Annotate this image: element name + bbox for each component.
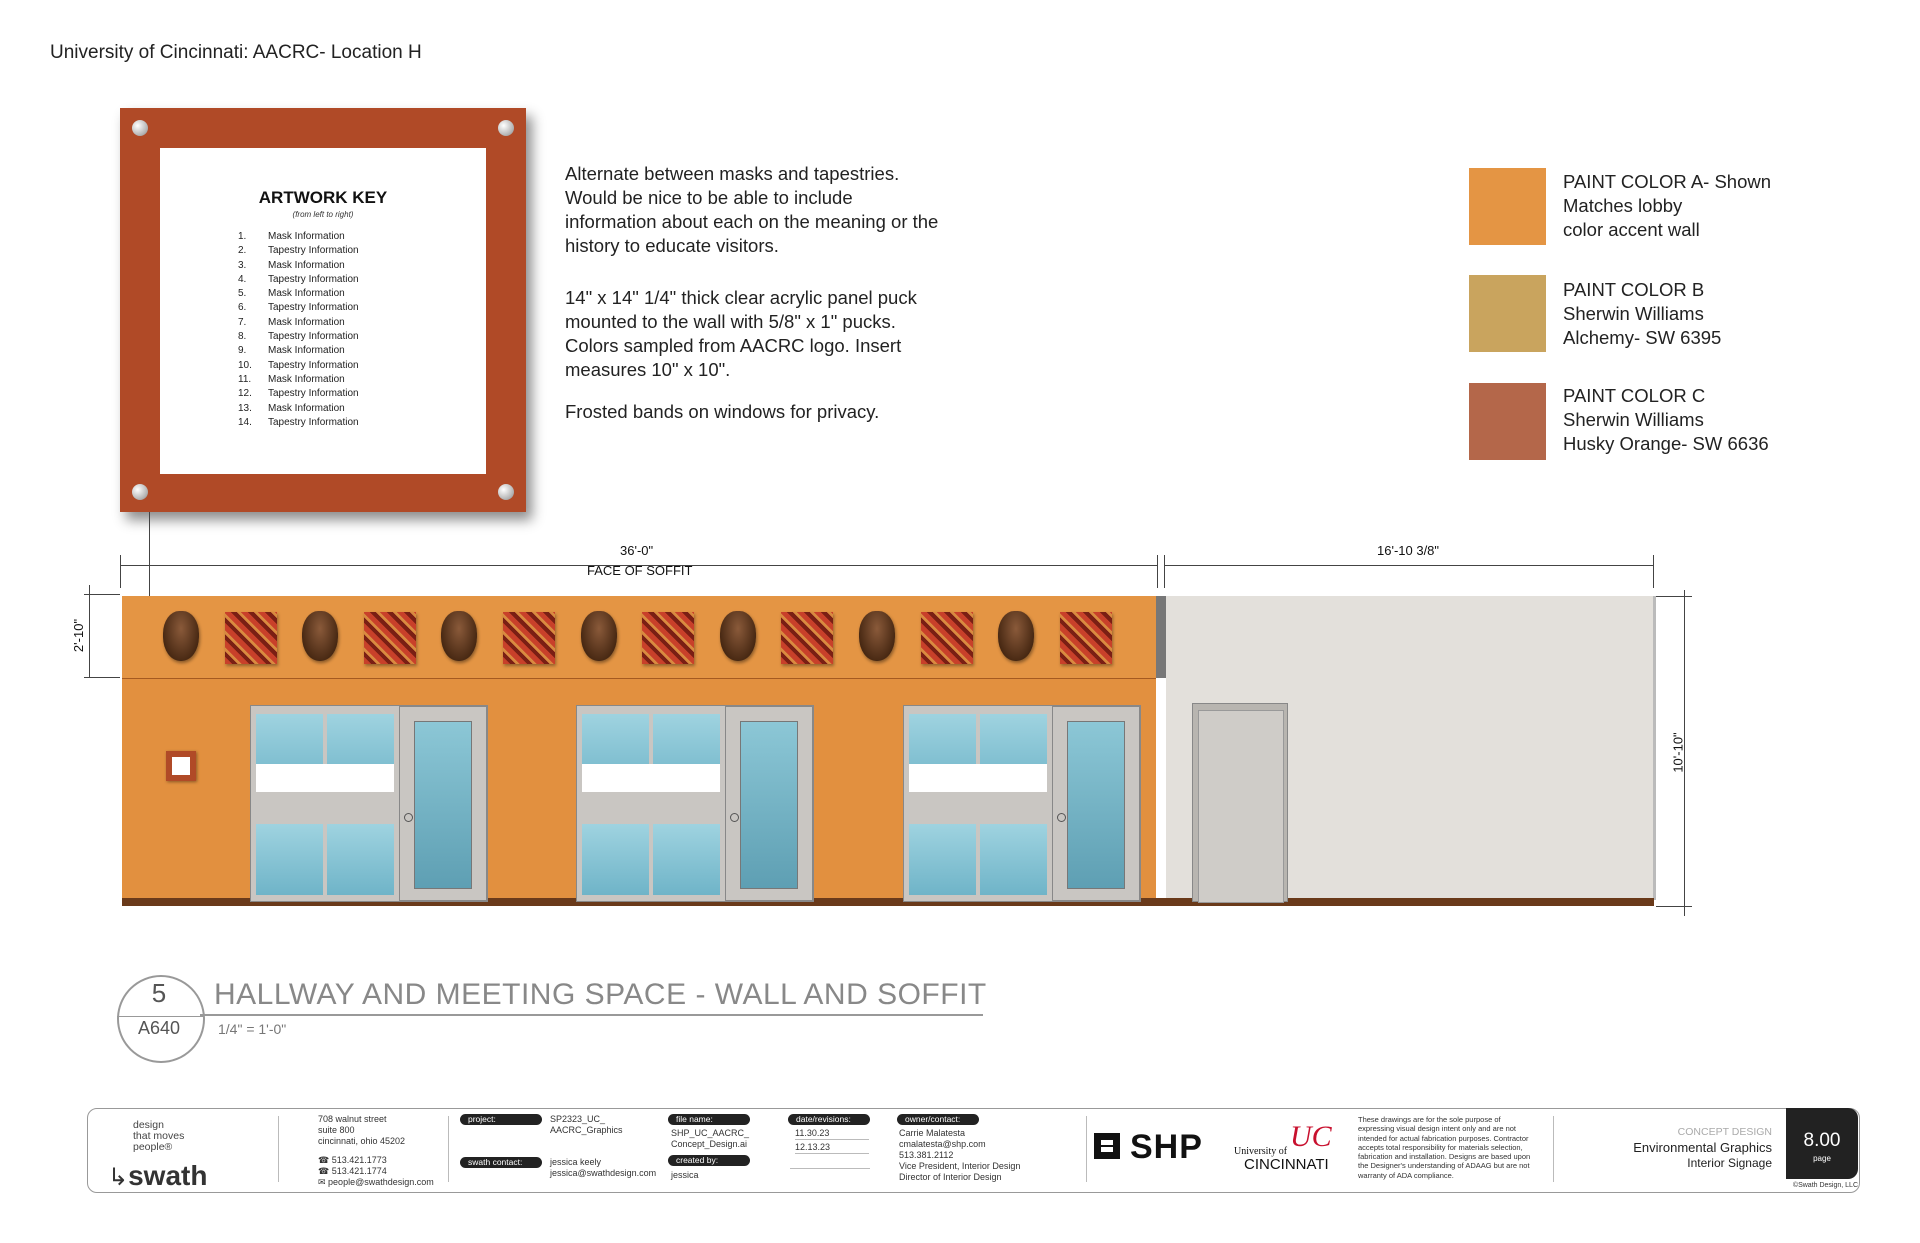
artwork-key-item [238, 273, 359, 287]
artwork-key-item-number: 5. [238, 288, 247, 300]
window-pane [327, 824, 394, 895]
detail-number: 5 [151, 978, 167, 1008]
meeting-room-door-frame [1192, 703, 1288, 902]
detail-title: HALLWAY AND MEETING SPACE - WALL AND SOFFIT [214, 978, 987, 1011]
owner-name: Carrie Malatesta [899, 1128, 966, 1138]
frosted-band [582, 764, 720, 792]
tagline-line2: that moves [133, 1130, 185, 1142]
artwork-key-item-number: 6. [238, 302, 247, 314]
dimension-line-soffit-height [89, 585, 90, 677]
created-by-value: jessica [671, 1170, 699, 1180]
uc-logo-small: University of [1234, 1146, 1288, 1157]
paint-color-c-name: PAINT COLOR C [1563, 385, 1706, 406]
page-label: page [1813, 1154, 1831, 1163]
paint-color-a-desc1: Matches lobby [1563, 195, 1683, 216]
created-by-tag: created by: [668, 1155, 750, 1166]
swath-contact-tag: swath contact: [460, 1157, 542, 1168]
puck-icon [498, 484, 514, 500]
note-acrylic-panel: 14" x 14" 1/4" thick clear acrylic panel puck mounted to the wall with 5/8" x 1" pucks. Colors sampled from AACRC logo. Insert measures 10" x 10". [565, 287, 917, 380]
tapestry-artwork [921, 612, 973, 664]
paint-color-b-desc2: Alchemy- SW 6395 [1563, 327, 1722, 348]
artwork-key-item [238, 330, 359, 344]
artwork-key-item [238, 287, 359, 301]
title-block-separator [1086, 1116, 1087, 1182]
artwork-key-item [238, 259, 359, 273]
title-block-separator [1553, 1116, 1554, 1182]
dimension-line-right [1164, 565, 1654, 566]
artwork-key-item-label: Tapestry Information [268, 245, 359, 257]
door-glass [414, 721, 472, 889]
artwork-key-item-number: 8. [238, 331, 247, 343]
tapestry-artwork [642, 612, 694, 664]
artwork-key-item-number: 12. [238, 388, 252, 400]
artwork-key-item-label: Mask Information [268, 231, 345, 242]
artwork-key-item-label: Tapestry Information [268, 331, 359, 343]
tapestry-artwork [1060, 612, 1112, 664]
swath-tagline [133, 1120, 184, 1153]
artwork-key-item-number: 14. [238, 416, 252, 428]
artwork-key-item-number: 3. [238, 259, 247, 271]
owner-email: cmalatesta@shp.com [899, 1139, 986, 1149]
dimension-tick [1656, 906, 1692, 907]
owner-phone: 513.381.2112 [899, 1150, 954, 1160]
artwork-key-item-number: 11. [238, 373, 252, 385]
swath-logo [108, 1160, 207, 1192]
mask-artwork [998, 611, 1034, 661]
category-line2: Interior Signage [1687, 1156, 1772, 1170]
email-row [318, 1177, 434, 1188]
puck-icon [132, 484, 148, 500]
owner-contact-tag: owner/contact: [897, 1114, 979, 1125]
artwork-key-title: ARTWORK KEY [258, 188, 388, 207]
phone2-row [318, 1166, 434, 1177]
window-unit [903, 705, 1141, 902]
artwork-key-item [238, 402, 359, 416]
shp-logo-mark [1101, 1140, 1113, 1145]
note-masks-tapestries: Alternate between masks and tapestries. Would be nice to be able to include information about each on the meaning or the history to educate visitors. [565, 163, 939, 256]
dimension-right-width: 16'-10 3/8" [1377, 543, 1440, 558]
dimension-tick [1164, 555, 1165, 588]
artwork-key-item-number: 10. [238, 359, 252, 371]
door-glass [1067, 721, 1125, 889]
artwork-key-item-number: 9. [238, 345, 247, 357]
artwork-key-item [238, 344, 359, 358]
file-name-line2: Concept_Design.ai [671, 1139, 748, 1149]
artwork-key-item [238, 244, 359, 258]
swath-contact-value [550, 1157, 656, 1179]
artwork-key-item-label: Tapestry Information [268, 273, 359, 285]
door-handle-icon[interactable] [1057, 813, 1066, 822]
window-unit [576, 705, 814, 902]
title-block-separator [448, 1116, 449, 1182]
artwork-key-item-label: Mask Information [268, 316, 345, 328]
artwork-key-item [238, 387, 359, 401]
phone1-row [318, 1155, 434, 1166]
artwork-key-item-label: Tapestry Information [268, 302, 359, 314]
phase-label: CONCEPT DESIGN [1677, 1126, 1772, 1138]
tapestry-artwork [503, 612, 555, 664]
puck-icon [132, 120, 148, 136]
project-value [550, 1114, 623, 1136]
copyright: ©Swath Design, LLC [1792, 1182, 1858, 1189]
tagline-line3: people® [133, 1141, 173, 1153]
shp-logo-text: SHP [1130, 1128, 1203, 1166]
mask-artwork [163, 611, 199, 661]
wall-sign [166, 751, 196, 781]
swath-address [318, 1114, 434, 1188]
artwork-key-item-label: Mask Information [268, 345, 345, 357]
window-pane [909, 824, 976, 895]
artwork-key-item-label: Tapestry Information [268, 359, 359, 371]
swath-contact-email: jessica@swathdesign.com [550, 1168, 657, 1178]
artwork-key-item-number: 2. [238, 245, 247, 257]
dimension-tick [120, 555, 121, 588]
paint-color-c-desc1: Sherwin Williams [1563, 409, 1704, 430]
project-line2: AACRC_Graphics [550, 1125, 623, 1135]
paint-color-c-desc2: Husky Orange- SW 6636 [1563, 433, 1769, 454]
window-pane [980, 824, 1047, 895]
mask-artwork [441, 611, 477, 661]
tapestry-artwork [364, 612, 416, 664]
artwork-key-item [238, 316, 359, 330]
window-unit [250, 705, 488, 902]
glass-door[interactable] [1052, 706, 1140, 901]
swath-arrow-icon: ↳ [108, 1164, 129, 1191]
mask-artwork [720, 611, 756, 661]
fax-icon: ☎ [318, 1166, 332, 1176]
door-handle-icon[interactable] [730, 813, 739, 822]
artwork-key-item-label: Tapestry Information [268, 416, 359, 428]
detail-callout-divider [117, 1016, 203, 1017]
dimension-tick [84, 594, 120, 595]
artwork-key-panel [120, 108, 526, 512]
artwork-key-list [238, 230, 359, 430]
file-name-line1: SHP_UC_AACRC_ [671, 1128, 750, 1138]
detail-sheet: A640 [137, 1018, 181, 1038]
door-handle-icon[interactable] [404, 813, 413, 822]
artwork-key-item-number: 4. [238, 273, 247, 285]
date-1: 11.30.23 [795, 1128, 869, 1140]
artwork-key-item [238, 373, 359, 387]
paint-swatch-c [1469, 383, 1546, 460]
file-name-tag: file name: [668, 1114, 750, 1125]
door-glass [740, 721, 798, 889]
address-line1: 708 walnut street [318, 1114, 387, 1124]
date-revisions-tag: date/revisions: [788, 1114, 870, 1125]
tagline-line1: design [133, 1119, 164, 1131]
page-number: 8.00 [1803, 1130, 1841, 1151]
artwork-key-item-label: Mask Information [268, 373, 345, 385]
dimension-soffit-width: 36'-0" [620, 543, 654, 558]
paint-color-a-desc2: color accent wall [1563, 219, 1700, 240]
page-header-title: University of Cincinnati: AACRC- Location H [50, 42, 422, 63]
dimension-tick [84, 677, 120, 678]
paint-color-b-text [1563, 278, 1863, 350]
paint-swatch-b [1469, 275, 1546, 352]
owner-title1: Vice President, Interior Design [899, 1161, 1021, 1171]
note-frosted-bands: Frosted bands on windows for privacy. [565, 401, 880, 422]
artwork-key-item-label: Mask Information [268, 402, 345, 414]
file-name-value [671, 1128, 749, 1150]
artwork-key-item-label: Mask Information [268, 288, 345, 300]
window-pane [582, 824, 649, 895]
dimension-tick [1157, 555, 1158, 588]
shp-logo-icon [1094, 1133, 1120, 1159]
glass-door[interactable] [725, 706, 813, 901]
detail-scale: 1/4" = 1'-0" [218, 1021, 287, 1037]
artwork-key-insert [160, 148, 486, 474]
paint-color-b-desc1: Sherwin Williams [1563, 303, 1704, 324]
artwork-key-subtitle: (from left to right) [292, 210, 354, 219]
phone1: 513.421.1773 [331, 1155, 387, 1165]
dimension-wall-height: 10'-10" [1670, 732, 1686, 773]
date-blank-line [790, 1168, 870, 1169]
glass-door[interactable] [399, 706, 487, 901]
artwork-key-item-label: Tapestry Information [268, 388, 359, 400]
shp-logo-mark [1101, 1147, 1113, 1152]
paint-color-a-name: PAINT COLOR A- Shown [1563, 171, 1772, 192]
dimension-soffit-height: 2'-10" [71, 618, 87, 653]
dimension-tick [1653, 555, 1654, 588]
email[interactable]: people@swathdesign.com [328, 1177, 434, 1187]
address-line3: cincinnati, ohio 45202 [318, 1136, 406, 1146]
address-line2: suite 800 [318, 1125, 355, 1135]
artwork-key-item [238, 301, 359, 315]
wall-sign-insert [172, 757, 190, 775]
artwork-key-item-number: 1. [238, 231, 247, 242]
gray-wall-edge [1653, 596, 1656, 900]
owner-title2: Director of Interior Design [899, 1172, 1002, 1182]
page-number-box [1786, 1108, 1858, 1179]
disclaimer-text: These drawings are for the sole purpose of expressing visual design intent only and are not intended for actual fabrication purposes. Contractor accepts total responsibility for materials selection, fabrication and installation. Designs are based upon the Designer's understanding of ADAAG but are not warranty of ADA compliance. [1358, 1115, 1531, 1180]
frosted-band [909, 764, 1047, 792]
swath-contact-name: jessica keely [550, 1157, 602, 1167]
title-block-separator [278, 1116, 279, 1182]
tapestry-artwork [225, 612, 277, 664]
puck-icon [498, 120, 514, 136]
project-tag: project: [460, 1114, 542, 1125]
email-icon: ✉ [318, 1177, 329, 1187]
soffit-edge [1156, 596, 1166, 678]
dimension-soffit-label: FACE OF SOFFIT [587, 563, 693, 578]
meeting-room-door[interactable] [1198, 710, 1284, 903]
category-line1: Environmental Graphics [1633, 1140, 1772, 1155]
uc-logo-icon: UC [1290, 1120, 1332, 1153]
project-line1: SP2323_UC_ [550, 1114, 606, 1124]
window-pane [653, 824, 720, 895]
date-2: 12.13.23 [795, 1142, 869, 1154]
phone2: 513.421.1774 [331, 1166, 387, 1176]
artwork-key-item-label: Mask Information [268, 259, 345, 271]
swath-logo-text: swath [128, 1160, 208, 1191]
paint-color-a-text [1563, 170, 1863, 242]
window-pane [256, 824, 323, 895]
mask-artwork [581, 611, 617, 661]
phone-icon: ☎ [318, 1155, 332, 1165]
paint-color-c-text [1563, 384, 1863, 456]
uc-logo-text: CINCINNATI [1244, 1156, 1329, 1173]
artwork-key-item [238, 230, 359, 244]
mask-artwork [859, 611, 895, 661]
detail-title-underline [200, 1014, 983, 1016]
artwork-key-item [238, 359, 359, 373]
artwork-key-item [238, 416, 359, 430]
paint-swatch-a [1469, 168, 1546, 245]
paint-color-b-name: PAINT COLOR B [1563, 279, 1705, 300]
owner-contact-value [899, 1128, 1020, 1183]
artwork-key-item-number: 13. [238, 402, 252, 414]
mask-artwork [302, 611, 338, 661]
tapestry-artwork [781, 612, 833, 664]
dimension-tick [1656, 596, 1692, 597]
frosted-band [256, 764, 394, 792]
artwork-key-item-number: 7. [238, 316, 247, 328]
